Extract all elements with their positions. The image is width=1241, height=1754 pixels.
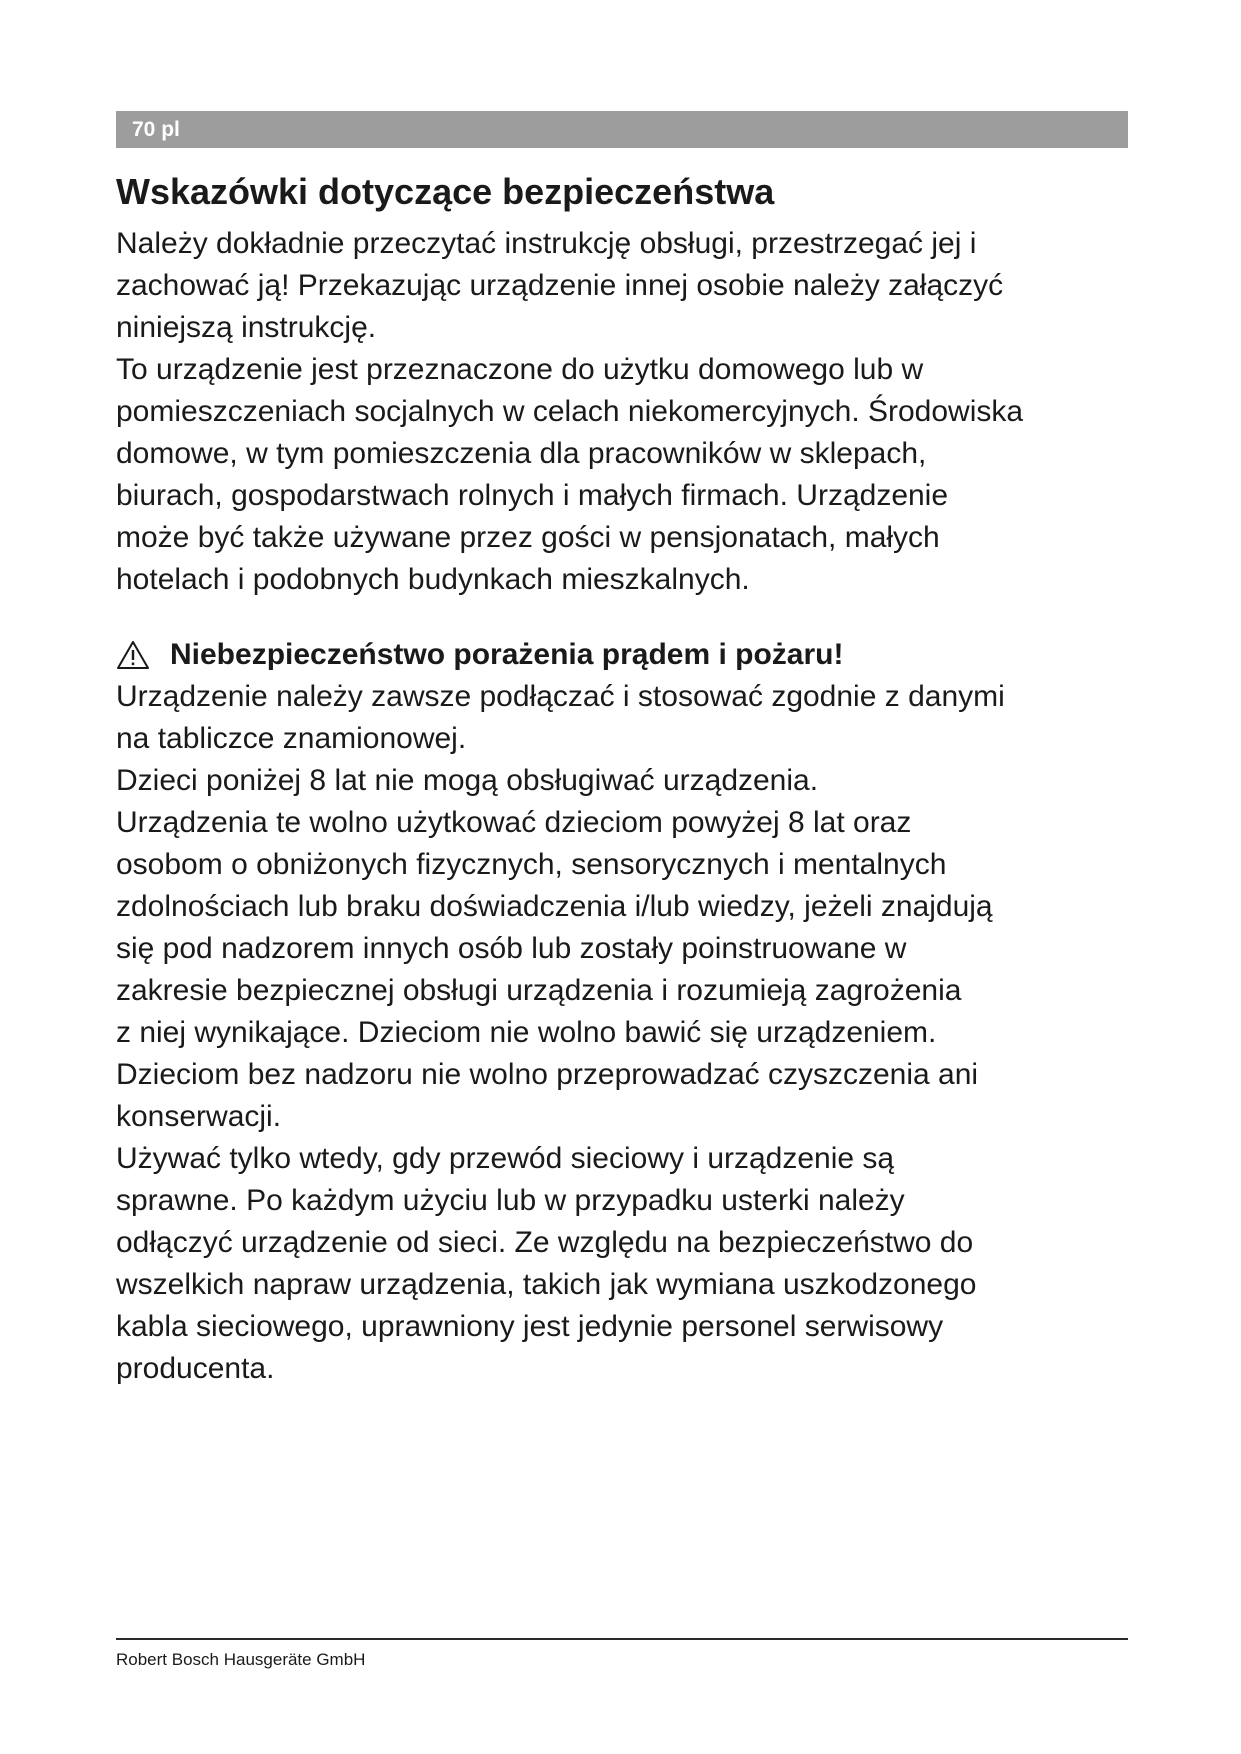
footer-company: Robert Bosch Hausgeräte GmbH <box>116 1650 366 1669</box>
intro-line: zachować ją! Przekazując urządzenie innej osobie należy załączyć <box>116 269 1004 302</box>
warning-line: na tabliczce znamionowej. <box>116 722 467 755</box>
warning-line: Dzieci poniżej 8 lat nie mogą obsługiwać urządzenia. <box>116 764 819 797</box>
warning-line: kabla sieciowego, uprawniony jest jedynie personel serwisowy <box>116 1310 944 1343</box>
intro-line: To urządzenie jest przeznaczone do użytku domowego lub w <box>116 353 924 386</box>
warning-line: się pod nadzorem innych osób lub zostały poinstruowane w <box>116 932 907 965</box>
page-number-label: 70 pl <box>132 118 180 141</box>
page-header-bar <box>116 111 1128 148</box>
warning-line: zdolnościach lub braku doświadczenia i/lub wiedzy, jeżeli znajdują <box>116 890 993 923</box>
intro-line: niniejszą instrukcję. <box>116 311 377 344</box>
warning-heading-text: Niebezpieczeństwo porażenia prądem i pożaru! <box>170 638 844 671</box>
warning-line: Dzieciom bez nadzoru nie wolno przeprowadzać czyszczenia ani <box>116 1058 979 1091</box>
warning-line: zakresie bezpiecznej obsługi urządzenia i rozumieją zagrożenia <box>116 974 962 1007</box>
page-title: Wskazówki dotyczące bezpieczeństwa <box>116 171 775 212</box>
warning-heading <box>116 634 1136 676</box>
intro-line: może być także używane przez gości w pensjonatach, małych <box>116 521 940 554</box>
warning-line: Używać tylko wtedy, gdy przewód sieciowy i urządzenie są <box>116 1142 895 1175</box>
intro-line: hotelach i podobnych budynkach mieszkalnych. <box>116 563 750 596</box>
intro-line: domowe, w tym pomieszczenia dla pracowników w sklepach, <box>116 437 927 470</box>
warning-line: producenta. <box>116 1352 275 1385</box>
intro-section <box>116 223 1136 601</box>
warning-line: Urządzenia te wolno użytkować dzieciom powyżej 8 lat oraz <box>116 806 912 839</box>
warning-line: osobom o obniżonych fizycznych, sensorycznych i mentalnych <box>116 848 947 881</box>
intro-line: biurach, gospodarstwach rolnych i małych firmach. Urządzenie <box>116 479 949 512</box>
warning-triangle-icon <box>116 640 150 670</box>
warning-line: wszelkich napraw urządzenia, takich jak wymiana uszkodzonego <box>116 1268 977 1301</box>
warning-line: z niej wynikające. Dzieciom nie wolno bawić się urządzeniem. <box>116 1016 937 1049</box>
warning-line: sprawne. Po każdym użyciu lub w przypadku usterki należy <box>116 1184 905 1217</box>
intro-line: Należy dokładnie przeczytać instrukcję obsługi, przestrzegać jej i <box>116 227 977 260</box>
footer-divider <box>116 1638 1128 1640</box>
warning-line: odłączyć urządzenie od sieci. Ze względu na bezpieczeństwo do <box>116 1226 974 1259</box>
warning-line: konserwacji. <box>116 1100 282 1133</box>
warning-line: Urządzenie należy zawsze podłączać i stosować zgodnie z danymi <box>116 680 1005 713</box>
intro-line: pomieszczeniach socjalnych w celach niekomercyjnych. Środowiska <box>116 395 1024 428</box>
warning-section <box>116 634 1136 1390</box>
